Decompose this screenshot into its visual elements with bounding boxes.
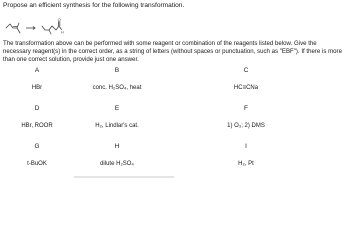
reagent-letter: D: [34, 105, 40, 112]
reagent-text: H₂, Pt: [238, 161, 254, 167]
reagent-options-grid: [0, 67, 350, 179]
reagent-option-c: [206, 67, 286, 91]
reagent-text: conc. H₂SO₄, heat: [92, 85, 142, 91]
reagent-option-h: [77, 143, 157, 167]
reagent-option-b: [77, 67, 157, 91]
reagent-letter: E: [114, 105, 120, 112]
reagent-letter: F: [244, 105, 248, 112]
question-prompt: Propose an efficient synthesis for the following transformation.: [3, 2, 185, 9]
reagent-text: HBr, ROOR: [21, 123, 53, 129]
reagent-letter: I: [245, 143, 247, 150]
reagent-option-i: [206, 143, 286, 167]
reagent-letter: A: [34, 67, 40, 74]
aldehyde-hydrogen-label: H: [61, 30, 64, 35]
reaction-scheme: [4, 16, 68, 38]
reagent-text: dilute H₂SO₄: [100, 161, 134, 167]
reagent-text: HBr: [31, 85, 43, 91]
reagent-option-a: [0, 67, 77, 91]
reagent-letter: B: [114, 67, 120, 74]
aldehyde-product-structure: [42, 22, 62, 35]
reagent-text: HC≡CNa: [233, 85, 259, 91]
reagent-option-e: [77, 105, 157, 129]
reagent-letter: C: [243, 67, 249, 74]
reagent-text: t-BuOK: [27, 161, 47, 167]
starting-alkene-structure: [6, 23, 20, 33]
instructions-text: The transformation above can be performed with some reagent or combination of the reagents listed below. Give the necessary reagent(s) in the correct order, as a string of letters (without spaces or punctuation, such as "EBF"). If there is more than one correct solution, provide just one answer.: [3, 40, 342, 64]
reagent-option-d: [0, 105, 77, 129]
reagent-option-f: [206, 105, 286, 129]
reagent-text: 1) O₃; 2) DMS: [227, 123, 265, 129]
horizontal-scrollbar[interactable]: [74, 176, 174, 178]
reagent-letter: H: [114, 143, 120, 150]
carbonyl-oxygen-label: O: [57, 17, 61, 22]
reaction-arrow: [26, 27, 35, 30]
reagent-option-g: [0, 143, 77, 167]
reagent-letter: G: [34, 143, 40, 150]
reagent-text: H₂, Lindlar's cat.: [95, 123, 139, 129]
